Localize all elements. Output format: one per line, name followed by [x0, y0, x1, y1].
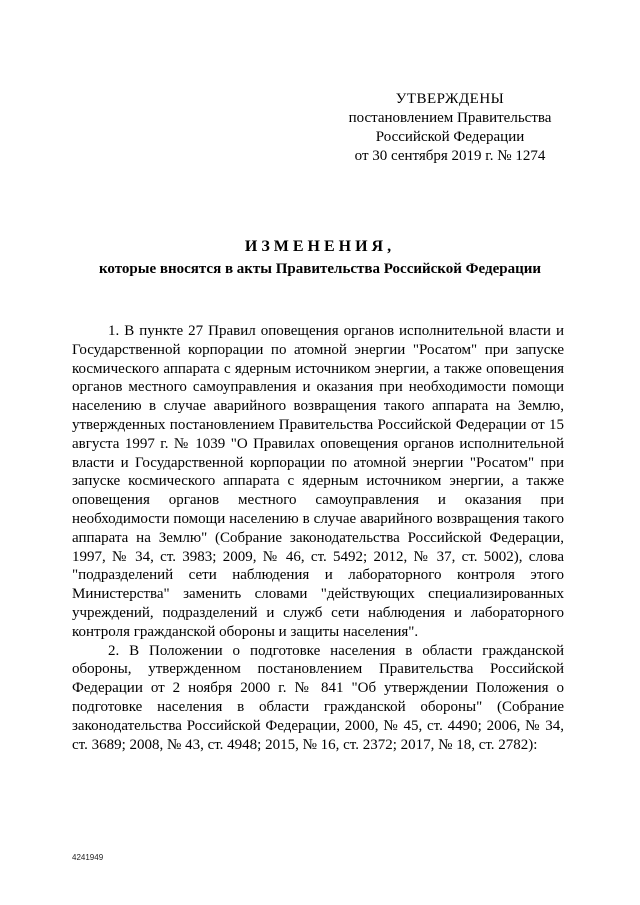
paragraph-2: 2. В Положении о подготовке населения в области гражданской обороны, утвержденном постановлением Правительства Российской Федерации от 2 ноября 2000 г. № 841 "Об утверждении Положения о подготовке населения в области гражданской обороны" (Собрание законодательства Российской Федерации, 2000, № 45, ст. 4490; 2006, № 34, ст. 3689; 2008, № 43, ст. 4948; 2015, № 16, ст. 2372; 2017, № 18, ст. 2782):: [72, 642, 564, 753]
document-title: ИЗМЕНЕНИЯ,: [244, 238, 396, 255]
document-body: [72, 322, 564, 754]
approval-line-2: Российской Федерации: [375, 129, 525, 145]
approval-block: [330, 90, 570, 166]
footer-code: 4241949: [72, 853, 104, 862]
approval-line-3: от 30 сентября 2019 г. № 1274: [354, 148, 546, 164]
document-subtitle: которые вносятся в акты Правительства Российской Федерации: [98, 261, 542, 277]
paragraph-1: 1. В пункте 27 Правил оповещения органов исполнительной власти и Государственной корпорации по атомной энергии "Росатом" при запуске космического аппарата с ядерным источником энергии, а также оповещения органов местного самоуправления и оказания при необходимости помощи населению в случае аварийного возвращения такого аппарата на Землю, утвержденных постановлением Правительства Российской Федерации от 15 августа 1997 г. № 1039 "О Правилах оповещения органов исполнительной власти и Государственной корпорации по атомной энергии "Росатом" при запуске космического аппарата с ядерным источником энергии, а также оповещения органов местного самоуправления и оказания при необходимости помощи населению в случае аварийного возвращения такого аппарата на Землю" (Собрание законодательства Российской Федерации, 1997, № 34, ст. 3983; 2009, № 46, ст. 5492; 2012, № 37, ст. 5002), слова "подразделений сети наблюдения и лабораторного контроля этого Министерства" заменить словами "действующих специализированных учреждений, подразделений и служб сети наблюдения и лабораторного контроля гражданской обороны и защиты населения".: [72, 323, 564, 640]
approval-line-1: постановлением Правительства: [348, 110, 552, 126]
approval-heading: УТВЕРЖДЕНЫ: [395, 91, 505, 107]
